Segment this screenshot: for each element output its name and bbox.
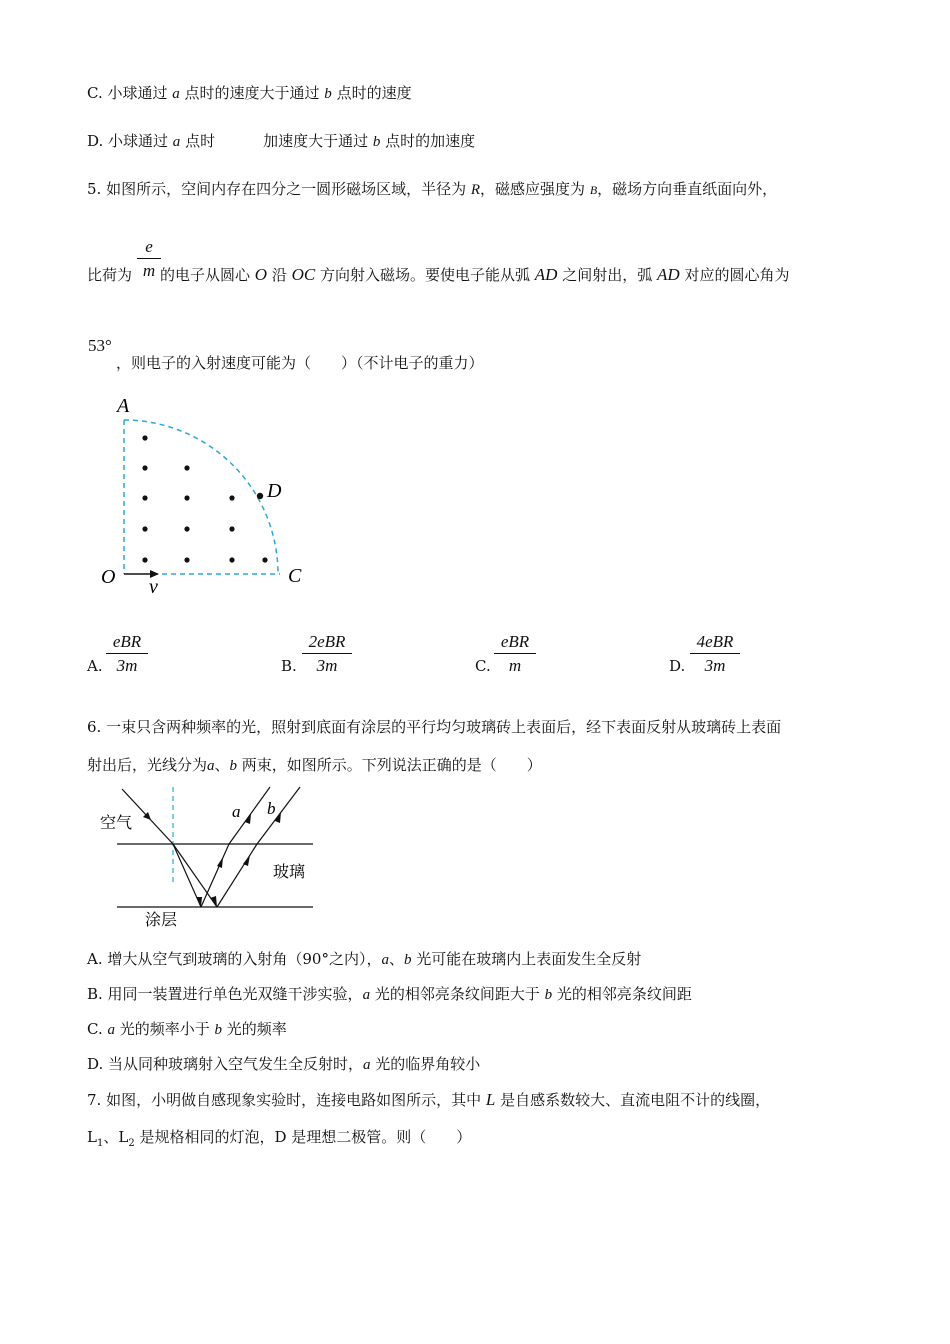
field-dot bbox=[229, 526, 234, 531]
q6-option-c[interactable]: C. a 光的频率小于 b 光的频率 bbox=[87, 1020, 287, 1038]
q6-light-figure bbox=[95, 784, 320, 934]
q5-option-b-value[interactable]: 2eBR 3m bbox=[302, 632, 352, 676]
q5-stem-line3: ，则电子的入射速度可能为（ ）（不计电子的重力） bbox=[116, 354, 484, 372]
label-air: 空气 bbox=[100, 815, 133, 832]
q5-option-a-label[interactable]: A. bbox=[87, 657, 103, 675]
q5-stem-line1: 5. 如图所示，空间内存在四分之一圆形磁场区域，半径为 R，磁感应强度为 B，磁场方向垂直纸面向外， bbox=[87, 180, 778, 198]
q5-option-d-label[interactable]: D. bbox=[669, 657, 686, 675]
q5-angle: 53° bbox=[88, 336, 112, 355]
field-dot bbox=[142, 435, 147, 440]
label-o: O bbox=[101, 566, 116, 588]
field-dot bbox=[262, 557, 267, 562]
q5-stem-line2b: 的电子从圆心 O 沿 OC 方向射入磁场。要使电子能从弧 AD 之间射出，弧 AD 对应的圆心角为 bbox=[160, 265, 790, 284]
field-dot bbox=[229, 557, 234, 562]
q5-charge-ratio: $\frac{e}{m}$ bbox=[137, 237, 161, 281]
q6-option-d[interactable]: D. 当从同种玻璃射入空气发生全反射时，a 光的临界角较小 bbox=[87, 1055, 481, 1073]
q4-option-c: C. 小球通过 a 点时的速度大于通过 b 点时的速度 bbox=[87, 84, 412, 102]
q5-option-d-value[interactable]: 4eBR 3m bbox=[690, 632, 740, 676]
label-glass: 玻璃 bbox=[273, 864, 306, 881]
q4-option-d: D. 小球通过 a 点时 加速度大于通过 b 点时的加速度 bbox=[87, 132, 476, 150]
field-dot bbox=[229, 495, 234, 500]
reflected-ray-b-inside bbox=[217, 844, 257, 907]
label-d: D bbox=[267, 480, 282, 502]
refracted-ray-2 bbox=[173, 844, 217, 907]
q6-option-b[interactable]: B. 用同一装置进行单色光双缝干涉实验，a 光的相邻亮条纹间距大于 b 光的相邻亮条纹间距 bbox=[87, 985, 692, 1003]
label-v: v bbox=[149, 576, 158, 598]
q5-stem-line2a: 比荷为 bbox=[87, 266, 133, 284]
point-d bbox=[257, 493, 263, 499]
field-dot bbox=[142, 557, 147, 562]
q6-stem-line1: 6. 一束只含两种频率的光，照射到底面有涂层的平行均匀玻璃砖上表面后，经下表面反射从玻璃砖上表面 bbox=[87, 718, 782, 736]
field-dot bbox=[142, 526, 147, 531]
q7-stem-line1: 7. 如图，小明做自感现象实验时，连接电路如图所示，其中 L 是自感系数较大、直流电阻不计的线圈， bbox=[87, 1090, 771, 1109]
field-dot bbox=[142, 465, 147, 470]
q5-magnetic-field-figure bbox=[95, 393, 325, 603]
field-dot bbox=[184, 526, 189, 531]
q5-option-c-value[interactable]: eBR m bbox=[494, 632, 536, 676]
field-dot bbox=[184, 557, 189, 562]
label-a: A bbox=[117, 395, 130, 417]
q6-option-a[interactable]: A. 增大从空气到玻璃的入射角（90°之内），a、b 光可能在玻璃内上表面发生全反射 bbox=[87, 950, 642, 968]
label-c: C bbox=[288, 565, 302, 587]
field-dot bbox=[142, 495, 147, 500]
label-ray-a: a bbox=[232, 802, 241, 821]
label-coating: 涂层 bbox=[145, 912, 178, 929]
q7-stem-line2: $L_1$、$L_2$ 是规格相同的灯泡，D 是理想二极管。则（ ） bbox=[87, 1128, 472, 1149]
q5-option-a-value[interactable]: eBR 3m bbox=[106, 632, 148, 676]
field-dot bbox=[184, 495, 189, 500]
q6-stem-line2: 射出后，光线分为a、b 两束，如图所示。下列说法正确的是（ ） bbox=[87, 756, 542, 774]
field-dot bbox=[184, 465, 189, 470]
q5-option-b-label[interactable]: B. bbox=[281, 657, 297, 675]
label-ray-b: b bbox=[267, 799, 276, 818]
q5-option-c-label[interactable]: C. bbox=[475, 657, 491, 675]
field-dots bbox=[142, 435, 267, 562]
